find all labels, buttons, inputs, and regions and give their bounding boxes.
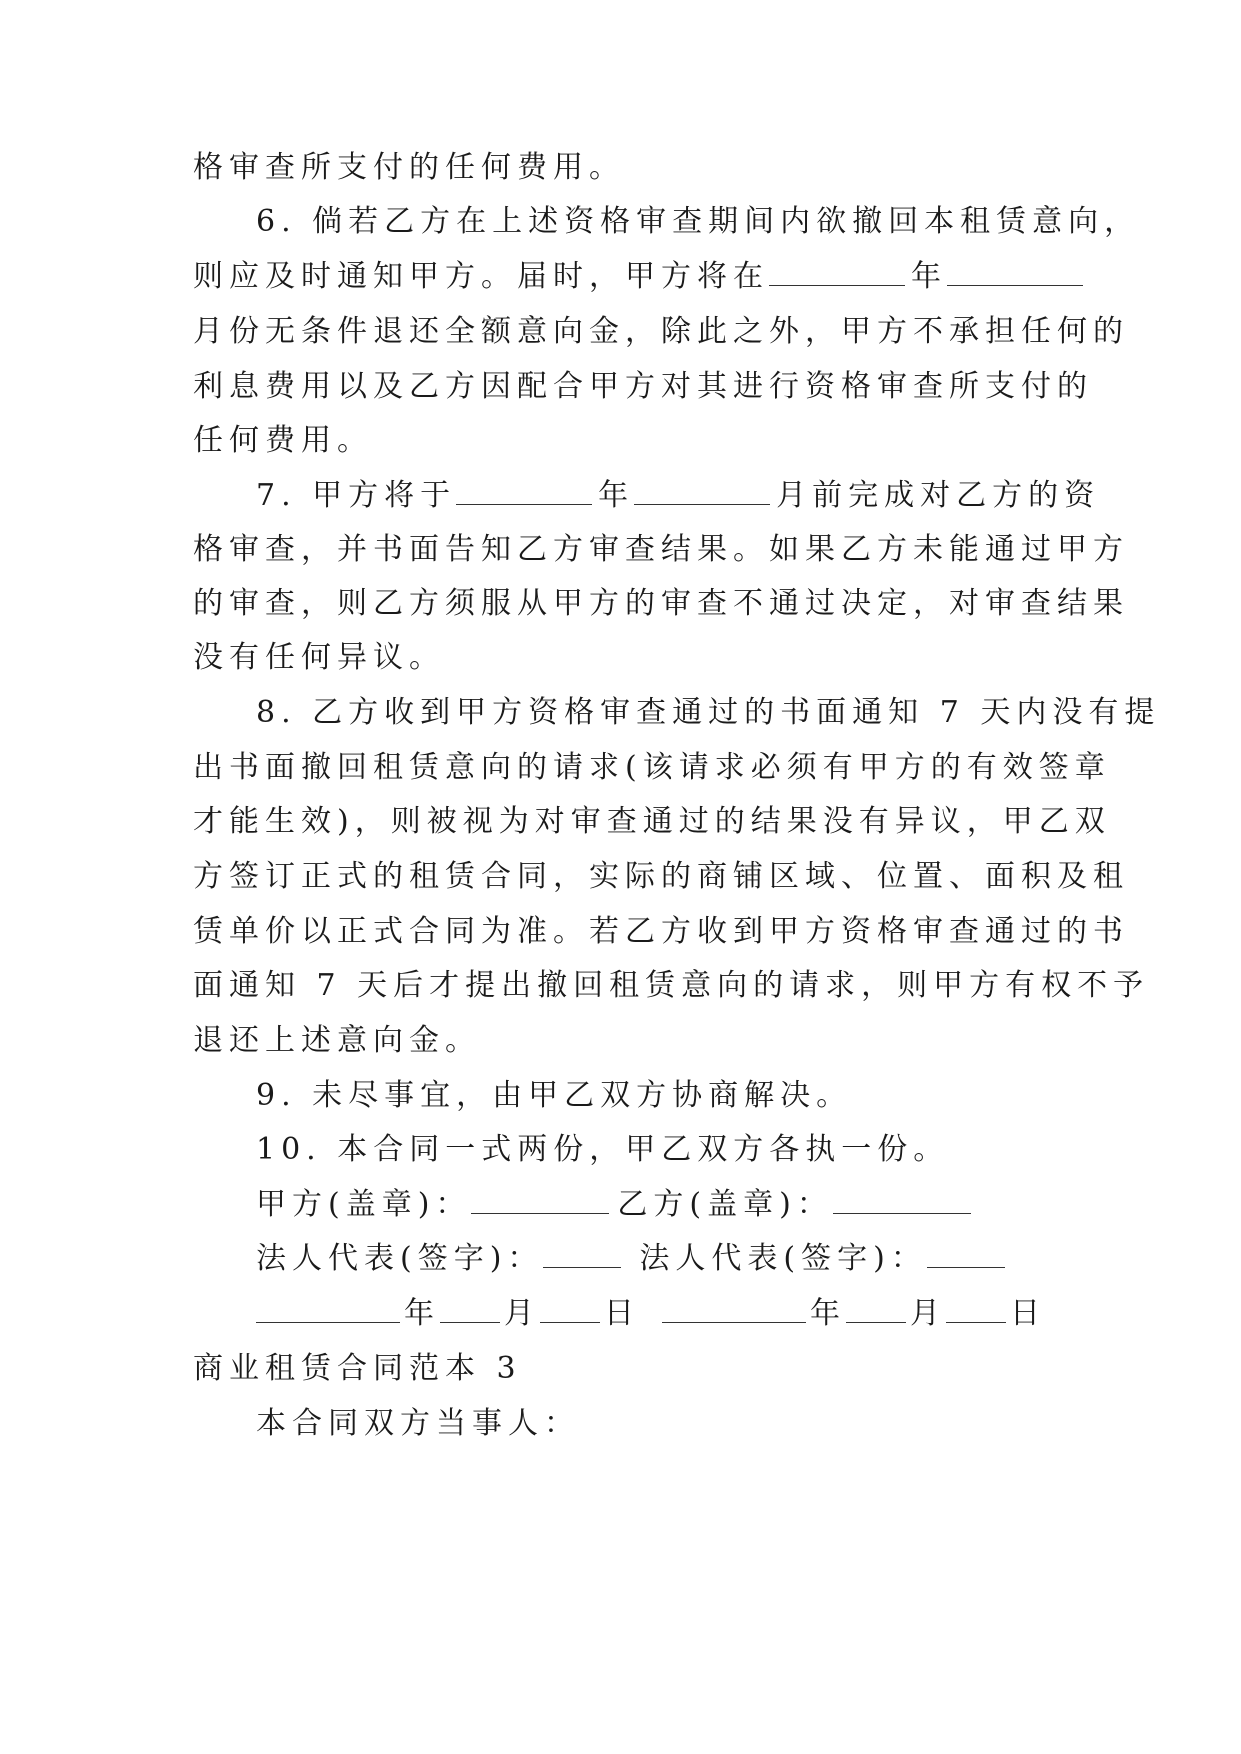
text: 任何费用。: [193, 423, 373, 458]
text: 没有任何异议。: [193, 640, 445, 675]
text-line: [193, 857, 1129, 897]
text: 8. 乙方收到甲方资格审查通过的书面通知 7 天内没有提: [256, 695, 1161, 730]
day-label: 日: [604, 1296, 640, 1331]
section-heading: [193, 1349, 522, 1389]
text: 利息费用以及乙方因配合甲方对其进行资格审查所支付的: [193, 369, 1093, 404]
text-line: [193, 530, 1129, 570]
fill-blank: [543, 1243, 621, 1268]
text-line: [256, 1404, 580, 1444]
text-line: [193, 257, 1083, 297]
text: 年: [598, 478, 635, 513]
text-line: [193, 367, 1093, 407]
text: 月前完成对乙方的资: [776, 478, 1101, 513]
text: 的审查，则乙方须服从甲方的审查不通过决定，对审查结果: [193, 586, 1129, 621]
fill-blank: [846, 1298, 906, 1323]
fill-blank: [256, 1298, 400, 1323]
fill-blank: [833, 1189, 971, 1214]
signature-line: [256, 1239, 1005, 1279]
fill-blank: [440, 1298, 500, 1323]
fill-blank: [540, 1298, 600, 1323]
text: 9. 未尽事宜，由甲乙双方协商解决。: [256, 1078, 853, 1113]
seal-line: [256, 1185, 971, 1225]
text-line: [193, 966, 1149, 1006]
text-line: [193, 148, 625, 188]
text: 月份无条件退还全额意向金，除此之外，甲方不承担任何的: [193, 314, 1129, 349]
fill-blank: [456, 480, 592, 505]
year-label: 年: [404, 1296, 440, 1331]
fill-blank: [662, 1298, 806, 1323]
month-label: 月: [910, 1296, 946, 1331]
fill-blank: [471, 1189, 609, 1214]
clause-8: [256, 693, 1160, 733]
clause-7: [256, 476, 1100, 516]
date-line: [256, 1294, 1046, 1334]
clause-6: [256, 202, 1140, 242]
fill-blank: [634, 480, 770, 505]
text: 10. 本合同一式两份，甲乙双方各执一份。: [256, 1132, 950, 1167]
fill-blank: [946, 1298, 1006, 1323]
text: 出书面撤回租赁意向的请求(该请求必须有甲方的有效签章: [193, 750, 1111, 785]
month-label: 月: [504, 1296, 540, 1331]
text-line: [193, 748, 1111, 788]
text-line: [193, 802, 1111, 842]
text: 商业租赁合同范本 3: [193, 1351, 522, 1386]
clause-10: [256, 1130, 949, 1170]
party-a-rep-label: 法人代表(签字)：: [256, 1241, 544, 1276]
text-line: [193, 312, 1129, 352]
text: 方签订正式的租赁合同，实际的商铺区域、位置、面积及租: [193, 859, 1129, 894]
text: 6. 倘若乙方在上述资格审查期间内欲撤回本租赁意向，: [256, 204, 1141, 239]
fill-blank: [927, 1243, 1005, 1268]
party-b-rep-label: 法人代表(签字)：: [639, 1241, 927, 1276]
clause-9: [256, 1076, 852, 1116]
text: 格审查所支付的任何费用。: [193, 150, 625, 185]
text-line: [193, 638, 445, 678]
text-line: [193, 584, 1129, 624]
text-line: [193, 1021, 481, 1061]
text: 本合同双方当事人：: [256, 1406, 580, 1441]
text: 退还上述意向金。: [193, 1023, 481, 1058]
text: 格审查，并书面告知乙方审查结果。如果乙方未能通过甲方: [193, 532, 1129, 567]
text: 赁单价以正式合同为准。若乙方收到甲方资格审查通过的书: [193, 914, 1129, 949]
fill-blank: [947, 261, 1083, 286]
text: 面通知 7 天后才提出撤回租赁意向的请求，则甲方有权不予: [193, 968, 1150, 1003]
day-label: 日: [1010, 1296, 1046, 1331]
text-line: [193, 912, 1129, 952]
party-b-seal-label: 乙方(盖章)：: [617, 1187, 833, 1222]
party-a-seal-label: 甲方(盖章)：: [256, 1187, 472, 1222]
text: 则应及时通知甲方。届时，甲方将在: [193, 259, 769, 294]
text-line: [193, 421, 373, 461]
text: 年: [911, 259, 947, 294]
text: 才能生效)，则被视为对审查通过的结果没有异议，甲乙双: [193, 804, 1111, 839]
text: 7. 甲方将于: [256, 478, 457, 513]
year-label: 年: [810, 1296, 846, 1331]
fill-blank: [769, 261, 905, 286]
